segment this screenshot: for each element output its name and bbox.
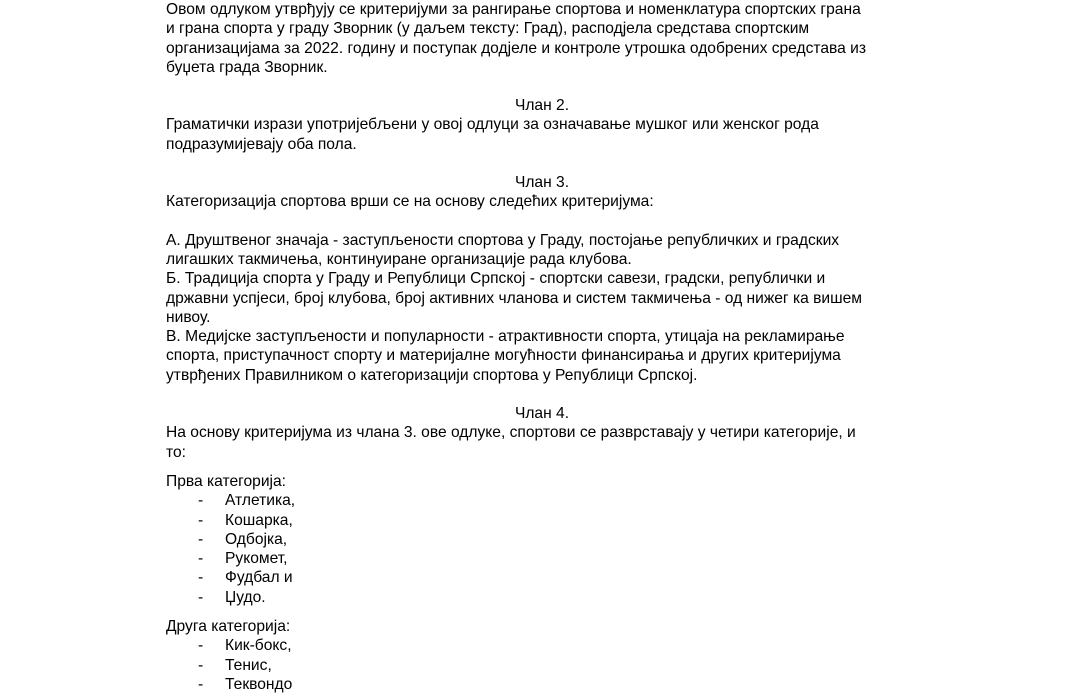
category-title: Прва категорија: (166, 472, 286, 490)
text-line: А. Друштвеног значаја - заступљености спортова у Граду, постојање републичких и градских (166, 231, 840, 249)
list-item (166, 530, 918, 549)
text-line: државни успјеси, број клубова, број активних чланова и систем такмичења - од нижег ка вишем (166, 289, 863, 307)
dash-bullet: - (198, 656, 204, 674)
article-3 (166, 173, 918, 385)
text-line: спорта, приступачност спорту и материјалне могућности финансирања и других критеријума (166, 347, 841, 365)
dash-bullet: - (198, 637, 204, 655)
list-item (166, 549, 918, 568)
text-line: утврђених Правилником о категоризацији спортова у Републици Српској. (166, 366, 698, 384)
dash-bullet: - (198, 492, 204, 510)
dash-bullet: - (198, 588, 204, 606)
dash-bullet: - (198, 569, 204, 587)
article-4 (166, 404, 918, 694)
criterion-b (166, 269, 918, 327)
dash-bullet: - (198, 675, 204, 693)
sport-name: Џудо. (225, 588, 266, 606)
list-item (166, 511, 918, 530)
text-line: Категоризација спортова врши се на основу следећих критеријума: (166, 193, 654, 211)
category-1-list (166, 491, 918, 607)
list-item (166, 588, 918, 607)
list-item (166, 656, 918, 675)
list-item (166, 568, 918, 587)
text-line: В. Медијске заступљености и популарности - атрактивности спорта, утицаја на рекламирање (166, 328, 845, 346)
dash-bullet: - (198, 550, 204, 568)
article-heading: Члан 2. (514, 97, 570, 115)
article-heading: Члан 4. (514, 405, 570, 423)
sport-name: Тенис, (225, 656, 272, 674)
sport-name: Кик-бокс, (225, 637, 292, 655)
text-line: то: (166, 443, 186, 461)
list-item (166, 636, 918, 655)
criterion-c (166, 327, 918, 385)
sport-name: Атлетика, (225, 492, 296, 510)
text-line: подразумијевају оба пола. (166, 135, 357, 153)
text-line: На основу критеријума из члана 3. ове одлуке, спортови се разврставају у четири категорије, и (166, 424, 856, 442)
sport-name: Одбојка, (225, 530, 288, 548)
text-line: буџета града Зворник. (166, 58, 328, 76)
text-line: организацијама за 2022. годину и поступак додјеле и контроле утрошка одобрених средстава из (166, 39, 867, 57)
list-item (166, 675, 918, 694)
text-line: и грана спорта у граду Зворник (у даљем тексту: Град), расподјела средстава спортским (166, 20, 810, 38)
sport-name: Рукомет, (225, 550, 288, 568)
sport-name: Фудбал и (225, 569, 293, 587)
text-line: лигашких такмичења, континуиране организације рада клубова. (166, 250, 632, 268)
intro-paragraph (166, 0, 918, 77)
article-heading: Члан 3. (514, 174, 570, 192)
article-2 (166, 96, 918, 154)
category-title: Друга категорија: (166, 618, 291, 636)
text-line: Б. Традиција спорта у Граду и Републици Српској - спортски савези, градски, републички и (166, 270, 826, 288)
text-line: нивоу. (166, 308, 211, 326)
category-2-list (166, 636, 918, 694)
list-item (166, 491, 918, 510)
criterion-a (166, 231, 918, 270)
sport-name: Теквондо (225, 675, 293, 693)
text-line: Овом одлуком утврђују се критеријуми за рангирање спортова и номенклатура спортских грана (166, 1, 861, 18)
dash-bullet: - (198, 511, 204, 529)
dash-bullet: - (198, 530, 204, 548)
text-line: Граматички изрази употријебљени у овој одлуци за означавање мушког или женског рода (166, 116, 819, 134)
sport-name: Кошарка, (225, 511, 293, 529)
document-page (166, 0, 918, 694)
